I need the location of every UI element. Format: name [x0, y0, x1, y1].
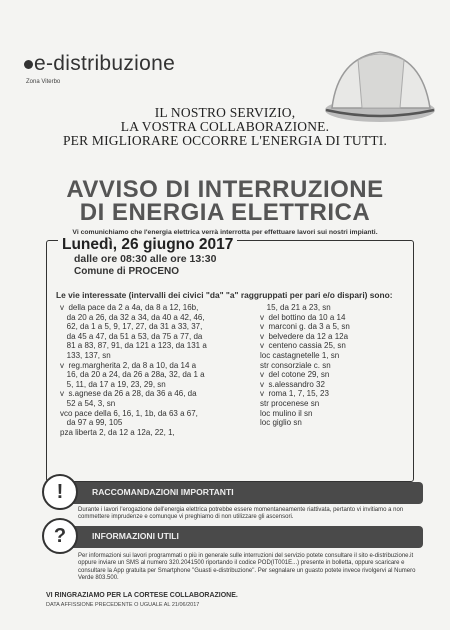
- logo-dot-icon: [24, 60, 33, 69]
- street-line: 81 a 83, 87, 91, da 121 a 123, da 131 a: [60, 341, 207, 351]
- info-title: INFORMAZIONI UTILI: [92, 531, 179, 541]
- info-text: Per informazioni sui lavori programmati o più in generale sulle interruzioni del servizio potete consultare il sito e-distribuzione.it oppure inviare un SMS al numero 320.2041500 riportando il codice POD(IT001E...) presente in bolletta, oppure scaricare e consultare la App gratuita per Smartphone "Guasti e-distribuzione". Per segnalare un guasto potete invece rivolgervi al Numero Verde 803.500.: [78, 553, 416, 581]
- info-bar: [48, 526, 423, 548]
- street-line: loc giglio sn: [260, 418, 302, 428]
- street-line: v s.agnese da 26 a 28, da 36 a 46, da: [60, 389, 197, 399]
- street-line: da 97 a 99, 105: [60, 418, 123, 428]
- exclamation-icon: !: [42, 474, 78, 510]
- streets-right-column: [260, 303, 410, 428]
- street-line: str consorziale c. sn: [260, 360, 331, 370]
- streets-left-column: [60, 303, 225, 437]
- interruption-times: dalle ore 08:30 alle ore 13:30: [74, 253, 217, 265]
- slogan-line-3: PER MIGLIORARE OCCORRE L'ENERGIA DI TUTTI.: [62, 133, 388, 148]
- interruption-date: Lunedì, 26 giugno 2017: [58, 236, 237, 254]
- street-line: 15, da 21 a 23, sn: [260, 303, 331, 312]
- street-line: v del bottino da 10 a 14: [260, 312, 346, 322]
- street-line: 5, 11, da 17 a 19, 23, 29, sn: [60, 379, 166, 389]
- slogan-line-2: LA VOSTRA COLLABORAZIONE.: [120, 119, 330, 134]
- street-line: 62, da 1 a 5, 9, 17, 27, da 31 a 33, 37,: [60, 322, 203, 332]
- notice-title: [50, 178, 400, 224]
- street-line: 52 a 54, 3, sn: [60, 398, 116, 408]
- street-line: v della pace da 2 a 4a, da 8 a 12, 16b,: [60, 303, 199, 312]
- street-line: loc castagnetelle 1, sn: [260, 350, 340, 360]
- street-line: vco pace della 6, 16, 1, 1b, da 63 a 67,: [60, 408, 198, 418]
- raccomandazioni-bar: [48, 482, 423, 504]
- street-line: v centeno cassia 25, sn: [260, 341, 346, 351]
- logo-text: e-distribuzione: [34, 52, 176, 75]
- street-line: v roma 1, 7, 15, 23: [260, 389, 329, 399]
- street-line: da 20 a 26, da 32 a 34, da 40 a 42, 46,: [60, 312, 205, 322]
- street-line: v s.alessandro 32: [260, 379, 325, 389]
- street-line: pza liberta 2, da 12 a 12a, 22, 1,: [60, 427, 175, 437]
- street-line: 16, da 20 a 24, da 26 a 28a, 32, da 1 a: [60, 370, 205, 380]
- zona-label: Zona Viterbo: [26, 79, 61, 85]
- street-line: v belvedere da 12 a 12a: [260, 331, 349, 341]
- slogan-line-1: IL NOSTRO SERVIZIO,: [154, 105, 296, 120]
- title-line-1: AVVISO DI INTERRUZIONE: [66, 176, 384, 203]
- title-line-2: DI ENERGIA ELETTRICA: [79, 199, 371, 226]
- slogan: [60, 106, 390, 148]
- thanks-text: VI RINGRAZIAMO PER LA CORTESE COLLABORAZIONE.: [46, 592, 238, 599]
- street-line: str procenese sn: [260, 398, 320, 408]
- street-line: da 45 a 47, da 51 a 53, da 75 a 77, da: [60, 331, 203, 341]
- notice-subtitle: Vi comunichiamo che l'energia elettrica verrà interrotta per effettuare lavori sui nostri impianti.: [72, 229, 378, 236]
- question-icon: ?: [42, 518, 78, 554]
- comune-label: Comune di PROCENO: [74, 266, 180, 277]
- raccomandazioni-title: RACCOMANDAZIONI IMPORTANTI: [92, 487, 234, 497]
- street-line: 133, 137, sn: [60, 350, 111, 360]
- street-line: v reg.margherita 2, da 8 a 10, da 14 a: [60, 360, 197, 370]
- street-line: loc mulino il sn: [260, 408, 313, 418]
- street-line: v del cotone 29, sn: [260, 370, 330, 380]
- brand-logo: [24, 52, 175, 76]
- affix-date: DATA AFFISSIONE PRECEDENTE O UGUALE AL 21/06/2017: [46, 602, 200, 608]
- streets-intro: Le vie interessate (intervalli dei civici "da" "a" raggruppati per pari e/o dispari) sono:: [56, 290, 393, 300]
- raccomandazioni-text: Durante i lavori l'erogazione dell'energia elettrica potrebbe essere momentaneamente riattivata, pertanto vi invitiamo a non commettere imprudenze e comunque vi preghiamo di non utilizzare gli ascensori.: [78, 507, 404, 521]
- street-line: v marconi g. da 3 a 5, sn: [260, 322, 350, 332]
